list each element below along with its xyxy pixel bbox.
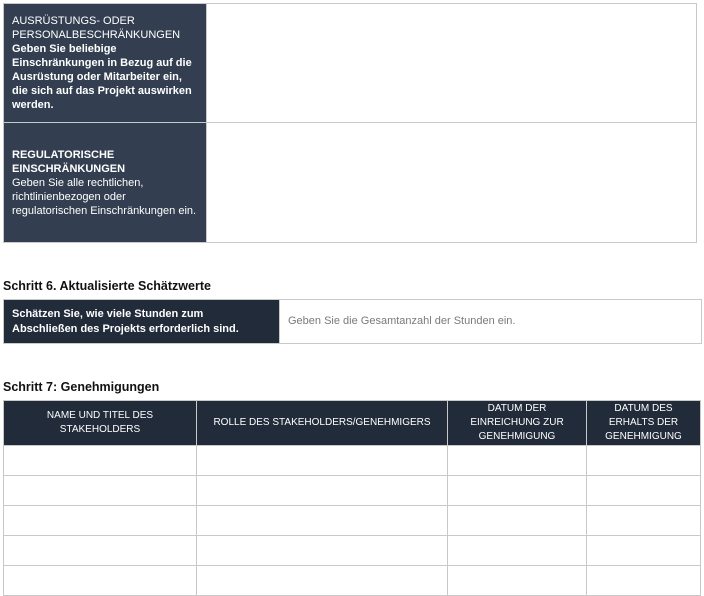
column-header-stakeholder-name: NAME UND TITEL DES STAKEHOLDERS — [4, 401, 197, 446]
table-cell[interactable] — [448, 536, 587, 566]
constraints-table — [3, 3, 697, 243]
table-cell[interactable] — [4, 566, 197, 596]
approvals-table — [3, 400, 701, 596]
table-cell[interactable] — [587, 536, 701, 566]
table-cell[interactable] — [197, 476, 448, 506]
regulatory-constraints-title: REGULATORISCHE EINSCHRÄNKUNGEN — [12, 148, 126, 175]
column-header-submission-date: DATUM DER EINREICHUNG ZUR GENEHMIGUNG — [448, 401, 587, 446]
estimate-hours-input[interactable]: Geben Sie die Gesamtanzahl der Stunden ein. — [280, 300, 702, 344]
table-row — [4, 476, 701, 506]
table-cell[interactable] — [197, 446, 448, 476]
table-cell[interactable] — [448, 506, 587, 536]
step7-heading: Schritt 7: Genehmigungen — [3, 380, 160, 394]
step6-heading: Schritt 6. Aktualisierte Schätzwerte — [3, 279, 211, 293]
table-cell[interactable] — [4, 476, 197, 506]
column-header-approval-date: DATUM DES ERHALTS DER GENEHMIGUNG — [587, 401, 701, 446]
table-cell[interactable] — [587, 476, 701, 506]
table-cell[interactable] — [4, 446, 197, 476]
equipment-constraints-title: AUSRÜSTUNGS- ODER PERSONALBESCHRÄNKUNGEN — [12, 15, 181, 41]
table-row — [4, 536, 701, 566]
table-row — [4, 446, 701, 476]
regulatory-constraints-description: Geben Sie alle rechtlichen, richtlinienbezogen oder regulatorischen Einschränkungen ein. — [12, 176, 197, 217]
estimate-hours-label: Schätzen Sie, wie viele Stunden zum Abschließen des Projekts erforderlich sind. — [4, 300, 280, 344]
regulatory-constraints-input[interactable] — [207, 123, 697, 243]
estimate-table — [3, 299, 702, 344]
table-cell[interactable] — [197, 536, 448, 566]
table-cell[interactable] — [197, 566, 448, 596]
table-cell[interactable] — [587, 446, 701, 476]
column-header-stakeholder-role: ROLLE DES STAKEHOLDERS/GENEHMIGERS — [197, 401, 448, 446]
table-row — [4, 566, 701, 596]
table-cell[interactable] — [4, 506, 197, 536]
table-cell[interactable] — [4, 536, 197, 566]
table-cell[interactable] — [197, 506, 448, 536]
regulatory-constraints-label — [4, 123, 207, 243]
table-cell[interactable] — [448, 566, 587, 596]
table-row — [4, 506, 701, 536]
table-cell[interactable] — [587, 506, 701, 536]
table-cell[interactable] — [448, 476, 587, 506]
equipment-constraints-label — [4, 4, 207, 123]
equipment-constraints-description: Geben Sie beliebige Einschränkungen in Bezug auf die Ausrüstung oder Mitarbeiter ein, die sich auf das Projekt auswirken werden. — [12, 43, 192, 111]
equipment-constraints-input[interactable] — [207, 4, 697, 123]
table-cell[interactable] — [587, 566, 701, 596]
table-cell[interactable] — [448, 446, 587, 476]
